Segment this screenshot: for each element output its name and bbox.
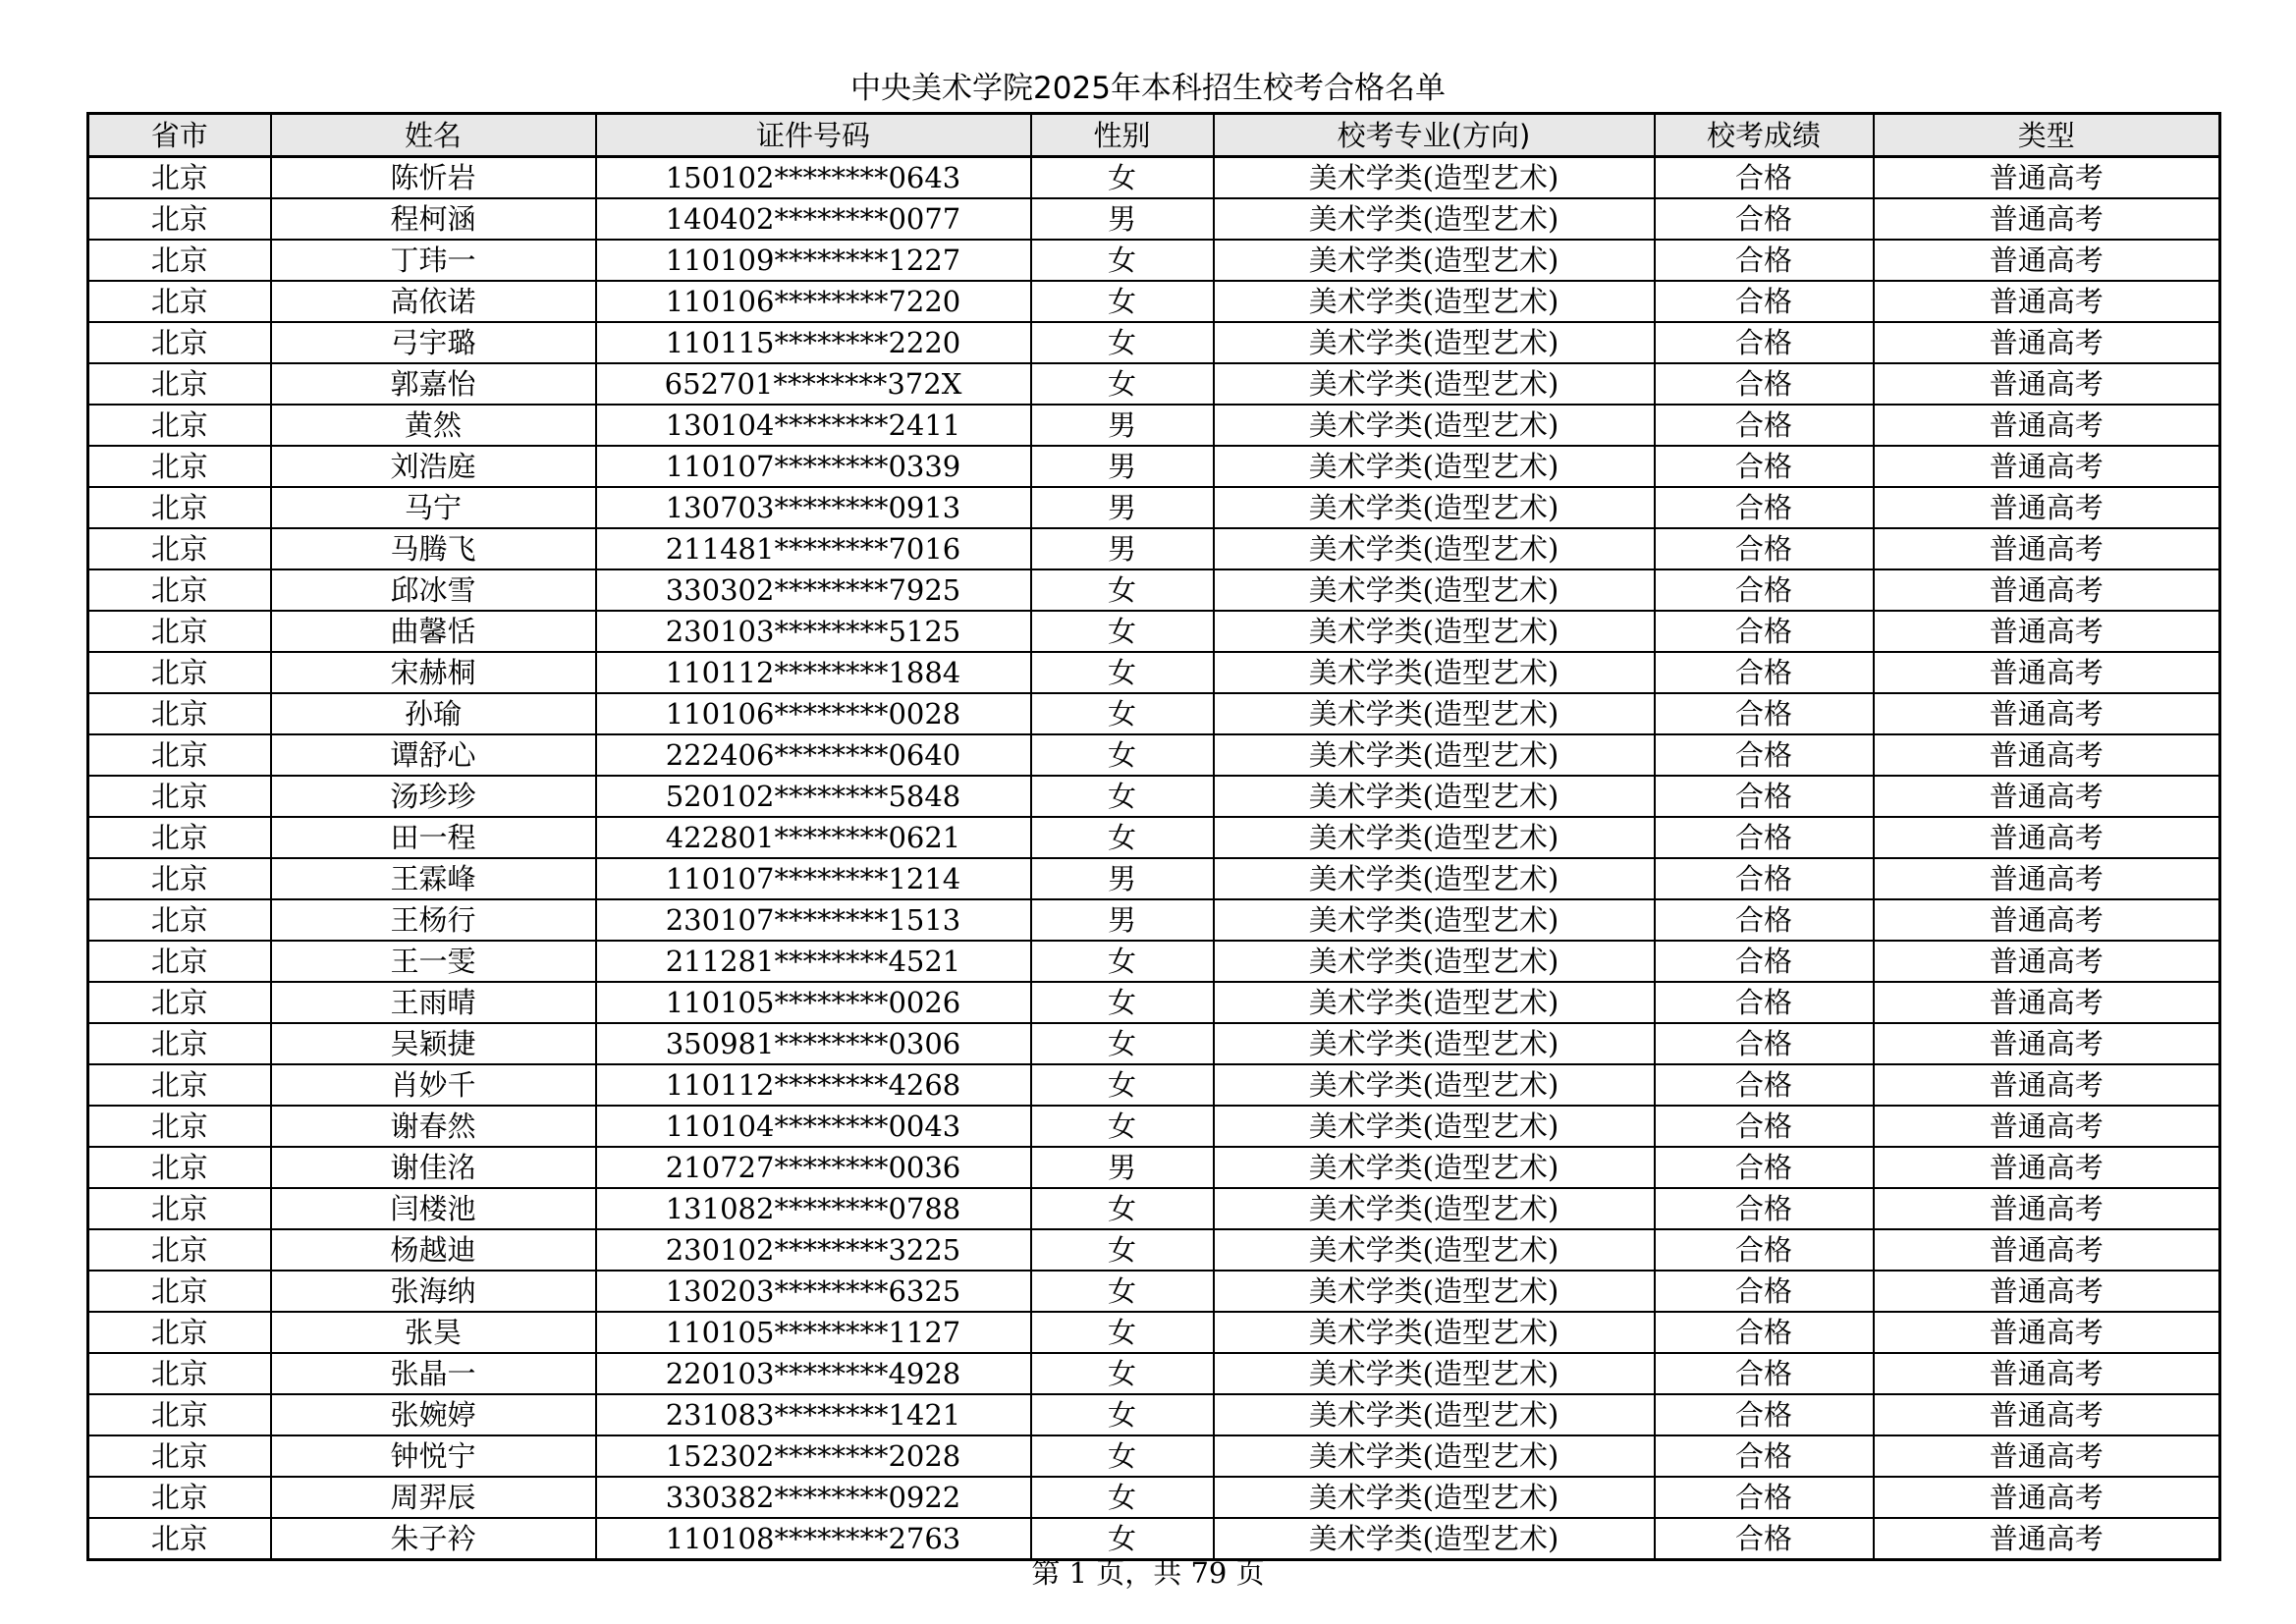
gender-cell: 男: [1031, 1147, 1214, 1188]
id-number-cell: 652701********372X: [596, 363, 1031, 405]
name-cell: 吴颖捷: [271, 1023, 596, 1064]
province-cell: 北京: [88, 1023, 271, 1064]
id-number-cell: 110112********4268: [596, 1064, 1031, 1106]
id-number-cell: 230107********1513: [596, 899, 1031, 941]
score-cell: 合格: [1655, 157, 1874, 199]
table-row: [88, 487, 2220, 528]
table-row: [88, 899, 2220, 941]
type-cell: 普通高考: [1874, 611, 2220, 652]
name-cell: 王雨晴: [271, 982, 596, 1023]
major-cell: 美术学类(造型艺术): [1214, 363, 1655, 405]
type-cell: 普通高考: [1874, 487, 2220, 528]
name-cell: 马宁: [271, 487, 596, 528]
name-cell: 郭嘉怡: [271, 363, 596, 405]
name-cell: 王杨行: [271, 899, 596, 941]
name-cell: 张昊: [271, 1312, 596, 1353]
gender-cell: 女: [1031, 569, 1214, 611]
id-number-cell: 210727********0036: [596, 1147, 1031, 1188]
table-row: [88, 1064, 2220, 1106]
id-number-cell: 130104********2411: [596, 405, 1031, 446]
type-cell: 普通高考: [1874, 240, 2220, 281]
major-cell: 美术学类(造型艺术): [1214, 1147, 1655, 1188]
province-cell: 北京: [88, 1064, 271, 1106]
province-cell: 北京: [88, 941, 271, 982]
score-cell: 合格: [1655, 1394, 1874, 1435]
table-row: [88, 817, 2220, 858]
province-cell: 北京: [88, 1353, 271, 1394]
type-cell: 普通高考: [1874, 528, 2220, 569]
type-cell: 普通高考: [1874, 693, 2220, 734]
name-cell: 谢春然: [271, 1106, 596, 1147]
name-cell: 刘浩庭: [271, 446, 596, 487]
name-cell: 黄然: [271, 405, 596, 446]
score-cell: 合格: [1655, 941, 1874, 982]
major-cell: 美术学类(造型艺术): [1214, 281, 1655, 322]
gender-cell: 女: [1031, 611, 1214, 652]
name-cell: 田一程: [271, 817, 596, 858]
major-cell: 美术学类(造型艺术): [1214, 322, 1655, 363]
major-cell: 美术学类(造型艺术): [1214, 941, 1655, 982]
table-row: [88, 1147, 2220, 1188]
table-row: [88, 1229, 2220, 1271]
table-row: [88, 569, 2220, 611]
type-cell: 普通高考: [1874, 198, 2220, 240]
major-cell: 美术学类(造型艺术): [1214, 1435, 1655, 1477]
score-cell: 合格: [1655, 652, 1874, 693]
score-cell: 合格: [1655, 405, 1874, 446]
score-cell: 合格: [1655, 1353, 1874, 1394]
id-number-cell: 152302********2028: [596, 1435, 1031, 1477]
province-cell: 北京: [88, 982, 271, 1023]
table-row: [88, 281, 2220, 322]
name-cell: 肖妙千: [271, 1064, 596, 1106]
gender-cell: 女: [1031, 1394, 1214, 1435]
id-number-cell: 110104********0043: [596, 1106, 1031, 1147]
province-cell: 北京: [88, 322, 271, 363]
type-cell: 普通高考: [1874, 1435, 2220, 1477]
table-row: [88, 405, 2220, 446]
gender-cell: 女: [1031, 1435, 1214, 1477]
header-name: 姓名: [271, 114, 596, 157]
name-cell: 汤珍珍: [271, 776, 596, 817]
table-row: [88, 446, 2220, 487]
type-cell: 普通高考: [1874, 1353, 2220, 1394]
table-row: [88, 528, 2220, 569]
gender-cell: 女: [1031, 941, 1214, 982]
major-cell: 美术学类(造型艺术): [1214, 776, 1655, 817]
name-cell: 陈忻岩: [271, 157, 596, 199]
province-cell: 北京: [88, 1147, 271, 1188]
major-cell: 美术学类(造型艺术): [1214, 569, 1655, 611]
table-row: [88, 1188, 2220, 1229]
score-cell: 合格: [1655, 611, 1874, 652]
table-row: [88, 322, 2220, 363]
major-cell: 美术学类(造型艺术): [1214, 1394, 1655, 1435]
type-cell: 普通高考: [1874, 1477, 2220, 1518]
id-number-cell: 230103********5125: [596, 611, 1031, 652]
gender-cell: 女: [1031, 1229, 1214, 1271]
score-cell: 合格: [1655, 1023, 1874, 1064]
gender-cell: 女: [1031, 982, 1214, 1023]
table-row: [88, 1353, 2220, 1394]
major-cell: 美术学类(造型艺术): [1214, 858, 1655, 899]
id-number-cell: 520102********5848: [596, 776, 1031, 817]
major-cell: 美术学类(造型艺术): [1214, 1477, 1655, 1518]
gender-cell: 男: [1031, 858, 1214, 899]
header-type: 类型: [1874, 114, 2220, 157]
score-cell: 合格: [1655, 528, 1874, 569]
gender-cell: 女: [1031, 776, 1214, 817]
score-cell: 合格: [1655, 1188, 1874, 1229]
id-number-cell: 130703********0913: [596, 487, 1031, 528]
name-cell: 王霖峰: [271, 858, 596, 899]
score-cell: 合格: [1655, 899, 1874, 941]
score-cell: 合格: [1655, 1271, 1874, 1312]
province-cell: 北京: [88, 652, 271, 693]
score-cell: 合格: [1655, 1106, 1874, 1147]
table-row: [88, 1023, 2220, 1064]
name-cell: 宋赫桐: [271, 652, 596, 693]
id-number-cell: 150102********0643: [596, 157, 1031, 199]
score-cell: 合格: [1655, 734, 1874, 776]
table-row: [88, 1518, 2220, 1560]
gender-cell: 男: [1031, 487, 1214, 528]
score-cell: 合格: [1655, 446, 1874, 487]
name-cell: 朱子衿: [271, 1518, 596, 1560]
gender-cell: 男: [1031, 198, 1214, 240]
gender-cell: 女: [1031, 1188, 1214, 1229]
type-cell: 普通高考: [1874, 941, 2220, 982]
score-cell: 合格: [1655, 982, 1874, 1023]
type-cell: 普通高考: [1874, 1229, 2220, 1271]
gender-cell: 男: [1031, 405, 1214, 446]
type-cell: 普通高考: [1874, 1271, 2220, 1312]
table-row: [88, 858, 2220, 899]
major-cell: 美术学类(造型艺术): [1214, 487, 1655, 528]
header-score: 校考成绩: [1655, 114, 1874, 157]
table-row: [88, 734, 2220, 776]
score-cell: 合格: [1655, 1477, 1874, 1518]
score-cell: 合格: [1655, 240, 1874, 281]
id-number-cell: 110107********0339: [596, 446, 1031, 487]
type-cell: 普通高考: [1874, 1188, 2220, 1229]
type-cell: 普通高考: [1874, 1518, 2220, 1560]
province-cell: 北京: [88, 405, 271, 446]
province-cell: 北京: [88, 734, 271, 776]
header-id-number: 证件号码: [596, 114, 1031, 157]
name-cell: 曲馨恬: [271, 611, 596, 652]
major-cell: 美术学类(造型艺术): [1214, 1023, 1655, 1064]
major-cell: 美术学类(造型艺术): [1214, 693, 1655, 734]
type-cell: 普通高考: [1874, 982, 2220, 1023]
gender-cell: 女: [1031, 734, 1214, 776]
score-cell: 合格: [1655, 198, 1874, 240]
province-cell: 北京: [88, 281, 271, 322]
id-number-cell: 110105********1127: [596, 1312, 1031, 1353]
id-number-cell: 110109********1227: [596, 240, 1031, 281]
gender-cell: 男: [1031, 446, 1214, 487]
gender-cell: 女: [1031, 157, 1214, 199]
score-cell: 合格: [1655, 1312, 1874, 1353]
id-number-cell: 131082********0788: [596, 1188, 1031, 1229]
name-cell: 张晶一: [271, 1353, 596, 1394]
major-cell: 美术学类(造型艺术): [1214, 817, 1655, 858]
table-row: [88, 1394, 2220, 1435]
type-cell: 普通高考: [1874, 322, 2220, 363]
id-number-cell: 211481********7016: [596, 528, 1031, 569]
gender-cell: 男: [1031, 899, 1214, 941]
name-cell: 张海纳: [271, 1271, 596, 1312]
score-cell: 合格: [1655, 1229, 1874, 1271]
type-cell: 普通高考: [1874, 1064, 2220, 1106]
name-cell: 孙瑜: [271, 693, 596, 734]
table-row: [88, 1271, 2220, 1312]
province-cell: 北京: [88, 1394, 271, 1435]
major-cell: 美术学类(造型艺术): [1214, 240, 1655, 281]
name-cell: 张婉婷: [271, 1394, 596, 1435]
province-cell: 北京: [88, 240, 271, 281]
province-cell: 北京: [88, 1106, 271, 1147]
type-cell: 普通高考: [1874, 405, 2220, 446]
score-cell: 合格: [1655, 858, 1874, 899]
major-cell: 美术学类(造型艺术): [1214, 611, 1655, 652]
score-cell: 合格: [1655, 1518, 1874, 1560]
id-number-cell: 110107********1214: [596, 858, 1031, 899]
table-row: [88, 1435, 2220, 1477]
major-cell: 美术学类(造型艺术): [1214, 1229, 1655, 1271]
score-cell: 合格: [1655, 1435, 1874, 1477]
score-cell: 合格: [1655, 487, 1874, 528]
id-number-cell: 330302********7925: [596, 569, 1031, 611]
type-cell: 普通高考: [1874, 363, 2220, 405]
document-title: 中央美术学院2025年本科招生校考合格名单: [850, 71, 1446, 106]
province-cell: 北京: [88, 1435, 271, 1477]
name-cell: 谢佳洺: [271, 1147, 596, 1188]
province-cell: 北京: [88, 817, 271, 858]
province-cell: 北京: [88, 1271, 271, 1312]
gender-cell: 女: [1031, 1353, 1214, 1394]
gender-cell: 女: [1031, 1477, 1214, 1518]
table-row: [88, 982, 2220, 1023]
type-cell: 普通高考: [1874, 734, 2220, 776]
type-cell: 普通高考: [1874, 569, 2220, 611]
type-cell: 普通高考: [1874, 817, 2220, 858]
type-cell: 普通高考: [1874, 1023, 2220, 1064]
name-cell: 马腾飞: [271, 528, 596, 569]
id-number-cell: 330382********0922: [596, 1477, 1031, 1518]
id-number-cell: 350981********0306: [596, 1023, 1031, 1064]
major-cell: 美术学类(造型艺术): [1214, 157, 1655, 199]
id-number-cell: 110108********2763: [596, 1518, 1031, 1560]
table-row: [88, 611, 2220, 652]
id-number-cell: 110106********0028: [596, 693, 1031, 734]
id-number-cell: 211281********4521: [596, 941, 1031, 982]
gender-cell: 女: [1031, 693, 1214, 734]
table-row: [88, 1312, 2220, 1353]
major-cell: 美术学类(造型艺术): [1214, 1312, 1655, 1353]
score-cell: 合格: [1655, 1064, 1874, 1106]
type-cell: 普通高考: [1874, 652, 2220, 693]
id-number-cell: 110105********0026: [596, 982, 1031, 1023]
table-row: [88, 1477, 2220, 1518]
id-number-cell: 231083********1421: [596, 1394, 1031, 1435]
type-cell: 普通高考: [1874, 157, 2220, 199]
province-cell: 北京: [88, 1229, 271, 1271]
gender-cell: 女: [1031, 240, 1214, 281]
id-number-cell: 230102********3225: [596, 1229, 1031, 1271]
province-cell: 北京: [88, 611, 271, 652]
major-cell: 美术学类(造型艺术): [1214, 982, 1655, 1023]
name-cell: 王一雯: [271, 941, 596, 982]
province-cell: 北京: [88, 528, 271, 569]
name-cell: 邱冰雪: [271, 569, 596, 611]
province-cell: 北京: [88, 1518, 271, 1560]
province-cell: 北京: [88, 858, 271, 899]
type-cell: 普通高考: [1874, 1312, 2220, 1353]
type-cell: 普通高考: [1874, 776, 2220, 817]
id-number-cell: 110112********1884: [596, 652, 1031, 693]
major-cell: 美术学类(造型艺术): [1214, 528, 1655, 569]
header-province: 省市: [88, 114, 271, 157]
name-cell: 程柯涵: [271, 198, 596, 240]
province-cell: 北京: [88, 446, 271, 487]
name-cell: 高依诺: [271, 281, 596, 322]
gender-cell: 男: [1031, 528, 1214, 569]
type-cell: 普通高考: [1874, 899, 2220, 941]
province-cell: 北京: [88, 1477, 271, 1518]
major-cell: 美术学类(造型艺术): [1214, 446, 1655, 487]
type-cell: 普通高考: [1874, 1147, 2220, 1188]
score-cell: 合格: [1655, 281, 1874, 322]
gender-cell: 女: [1031, 1312, 1214, 1353]
score-cell: 合格: [1655, 569, 1874, 611]
name-cell: 钟悦宁: [271, 1435, 596, 1477]
province-cell: 北京: [88, 569, 271, 611]
province-cell: 北京: [88, 776, 271, 817]
id-number-cell: 130203********6325: [596, 1271, 1031, 1312]
id-number-cell: 110106********7220: [596, 281, 1031, 322]
table-row: [88, 941, 2220, 982]
type-cell: 普通高考: [1874, 446, 2220, 487]
page-footer: 第 1 页，共 79 页: [1031, 1556, 1265, 1590]
name-cell: 丁玮一: [271, 240, 596, 281]
major-cell: 美术学类(造型艺术): [1214, 1353, 1655, 1394]
gender-cell: 女: [1031, 1518, 1214, 1560]
major-cell: 美术学类(造型艺术): [1214, 198, 1655, 240]
table-row: [88, 240, 2220, 281]
major-cell: 美术学类(造型艺术): [1214, 1106, 1655, 1147]
major-cell: 美术学类(造型艺术): [1214, 734, 1655, 776]
table-row: [88, 1106, 2220, 1147]
province-cell: 北京: [88, 899, 271, 941]
score-cell: 合格: [1655, 693, 1874, 734]
major-cell: 美术学类(造型艺术): [1214, 652, 1655, 693]
score-cell: 合格: [1655, 322, 1874, 363]
id-number-cell: 422801********0621: [596, 817, 1031, 858]
table-row: [88, 198, 2220, 240]
province-cell: 北京: [88, 1188, 271, 1229]
province-cell: 北京: [88, 693, 271, 734]
table-row: [88, 363, 2220, 405]
table-header-row: [88, 114, 2220, 157]
name-cell: 周羿辰: [271, 1477, 596, 1518]
header-major: 校考专业(方向): [1214, 114, 1655, 157]
gender-cell: 女: [1031, 1023, 1214, 1064]
major-cell: 美术学类(造型艺术): [1214, 1064, 1655, 1106]
id-number-cell: 110115********2220: [596, 322, 1031, 363]
type-cell: 普通高考: [1874, 1106, 2220, 1147]
major-cell: 美术学类(造型艺术): [1214, 1518, 1655, 1560]
table-row: [88, 776, 2220, 817]
province-cell: 北京: [88, 1312, 271, 1353]
province-cell: 北京: [88, 487, 271, 528]
name-cell: 闫楼池: [271, 1188, 596, 1229]
major-cell: 美术学类(造型艺术): [1214, 1271, 1655, 1312]
type-cell: 普通高考: [1874, 1394, 2220, 1435]
gender-cell: 女: [1031, 1064, 1214, 1106]
province-cell: 北京: [88, 198, 271, 240]
gender-cell: 女: [1031, 1271, 1214, 1312]
id-number-cell: 220103********4928: [596, 1353, 1031, 1394]
province-cell: 北京: [88, 363, 271, 405]
type-cell: 普通高考: [1874, 281, 2220, 322]
type-cell: 普通高考: [1874, 858, 2220, 899]
major-cell: 美术学类(造型艺术): [1214, 1188, 1655, 1229]
score-cell: 合格: [1655, 363, 1874, 405]
table-body: [88, 157, 2220, 1560]
table-row: [88, 693, 2220, 734]
id-number-cell: 222406********0640: [596, 734, 1031, 776]
gender-cell: 女: [1031, 281, 1214, 322]
gender-cell: 女: [1031, 322, 1214, 363]
province-cell: 北京: [88, 157, 271, 199]
score-cell: 合格: [1655, 1147, 1874, 1188]
score-cell: 合格: [1655, 817, 1874, 858]
major-cell: 美术学类(造型艺术): [1214, 899, 1655, 941]
header-gender: 性别: [1031, 114, 1214, 157]
score-cell: 合格: [1655, 776, 1874, 817]
gender-cell: 女: [1031, 1106, 1214, 1147]
name-cell: 谭舒心: [271, 734, 596, 776]
major-cell: 美术学类(造型艺术): [1214, 405, 1655, 446]
id-number-cell: 140402********0077: [596, 198, 1031, 240]
table-row: [88, 157, 2220, 199]
gender-cell: 女: [1031, 652, 1214, 693]
name-cell: 弓宇璐: [271, 322, 596, 363]
table-row: [88, 652, 2220, 693]
gender-cell: 女: [1031, 363, 1214, 405]
gender-cell: 女: [1031, 817, 1214, 858]
admission-roster-table: [86, 112, 2221, 1561]
name-cell: 杨越迪: [271, 1229, 596, 1271]
